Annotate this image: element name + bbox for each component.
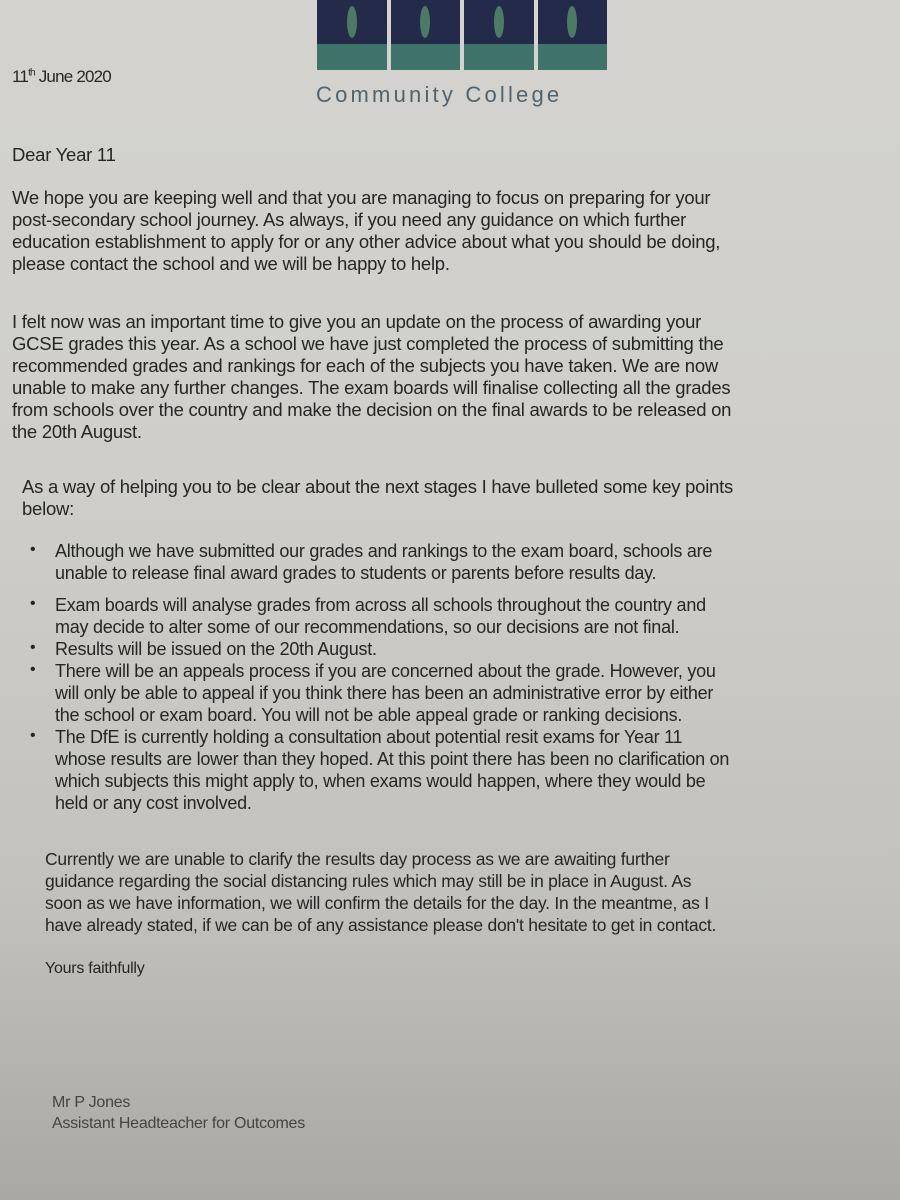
text-line: guidance regarding the social distancing rules which may still be in place in August. As <box>45 871 692 891</box>
text-line: will only be able to appeal if you think there has been an administrative error by either <box>55 683 714 703</box>
bullet-point <box>55 594 706 638</box>
bullet-icon: • <box>30 541 36 558</box>
logo-tile <box>464 0 534 70</box>
text-line: Exam boards will analyse grades from across all schools throughout the country and <box>55 595 706 615</box>
bullet-icon: • <box>30 639 36 656</box>
text-line: unable to release final award grades to students or parents before results day. <box>55 563 657 583</box>
bullet-point <box>55 540 712 584</box>
leaf-icon <box>420 6 430 38</box>
text-line: held or any cost involved. <box>55 793 252 813</box>
text-line: unable to make any further changes. The exam boards will finalise collecting all the grades <box>12 377 731 398</box>
text-line: The DfE is currently holding a consultation about potential resit exams for Year 11 <box>55 727 683 747</box>
text-line: whose results are lower than they hoped. At this point there has been no clarification on <box>55 749 730 769</box>
text-line: have already stated, if we can be of any assistance please don't hesitate to get in contact. <box>45 915 717 935</box>
leaf-icon <box>347 6 357 38</box>
signoff: Yours faithfully <box>45 960 145 977</box>
text-line: from schools over the country and make the decision on the final awards to be released on <box>12 399 732 420</box>
date-suffix: th <box>28 67 35 79</box>
leaf-icon <box>567 6 577 38</box>
bullet-icon: • <box>30 661 36 678</box>
text-line: post-secondary school journey. As always, if you need any guidance on which further <box>12 209 687 230</box>
paragraph-update <box>12 311 731 443</box>
text-line: may decide to alter some of our recommendations, so our decisions are not final. <box>55 617 680 637</box>
text-line: soon as we have information, we will confirm the details for the day. In the meantme, as I <box>45 893 709 913</box>
bullet-point <box>55 726 729 814</box>
text-line: Although we have submitted our grades and rankings to the exam board, schools are <box>55 541 713 561</box>
date-day: 11 <box>12 67 29 86</box>
salutation: Dear Year 11 <box>12 144 116 165</box>
letter-date <box>12 66 111 88</box>
bullet-point <box>55 660 716 726</box>
date-rest: June 2020 <box>34 67 111 86</box>
text-line: We hope you are keeping well and that you are managing to focus on preparing for your <box>12 187 711 208</box>
text-line: below: <box>22 498 74 519</box>
bullet-icon: • <box>30 595 36 612</box>
text-line: Currently we are unable to clarify the results day process as we are awaiting further <box>45 849 670 869</box>
paragraph-keypoints <box>22 476 733 520</box>
text-line: I felt now was an important time to give you an update on the process of awarding your <box>12 311 702 332</box>
paragraph-closing <box>45 848 716 936</box>
text-line: GCSE grades this year. As a school we have just completed the process of submitting the <box>12 333 724 354</box>
text-line: the school or exam board. You will not be able appeal grade or ranking decisions. <box>55 705 683 725</box>
signature-name: Mr P Jones <box>52 1094 131 1111</box>
logo-tile <box>317 0 387 70</box>
text-line: Results will be issued on the 20th August. <box>55 639 377 659</box>
text-line: which subjects this might apply to, when exams would happen, where they would be <box>55 771 706 791</box>
text-line: education establishment to apply for or any other advice about what you should be doing, <box>12 231 721 252</box>
text-line: the 20th August. <box>12 421 142 442</box>
leaf-icon <box>494 6 504 38</box>
college-name: Community College <box>316 82 563 107</box>
text-line: please contact the school and we will be happy to help. <box>12 253 450 274</box>
college-logo <box>317 0 607 72</box>
logo-tile <box>538 0 608 70</box>
text-line: As a way of helping you to be clear about the next stages I have bulleted some key points <box>22 476 734 497</box>
paragraph-intro <box>12 187 720 275</box>
text-line: There will be an appeals process if you are concerned about the grade. However, you <box>55 661 716 681</box>
signature-title: Assistant Headteacher for Outcomes <box>52 1115 305 1132</box>
bullet-point <box>55 638 377 660</box>
bullet-icon: • <box>30 727 36 744</box>
text-line: recommended grades and rankings for each of the subjects you have taken. We are now <box>12 355 718 376</box>
logo-tile <box>391 0 461 70</box>
